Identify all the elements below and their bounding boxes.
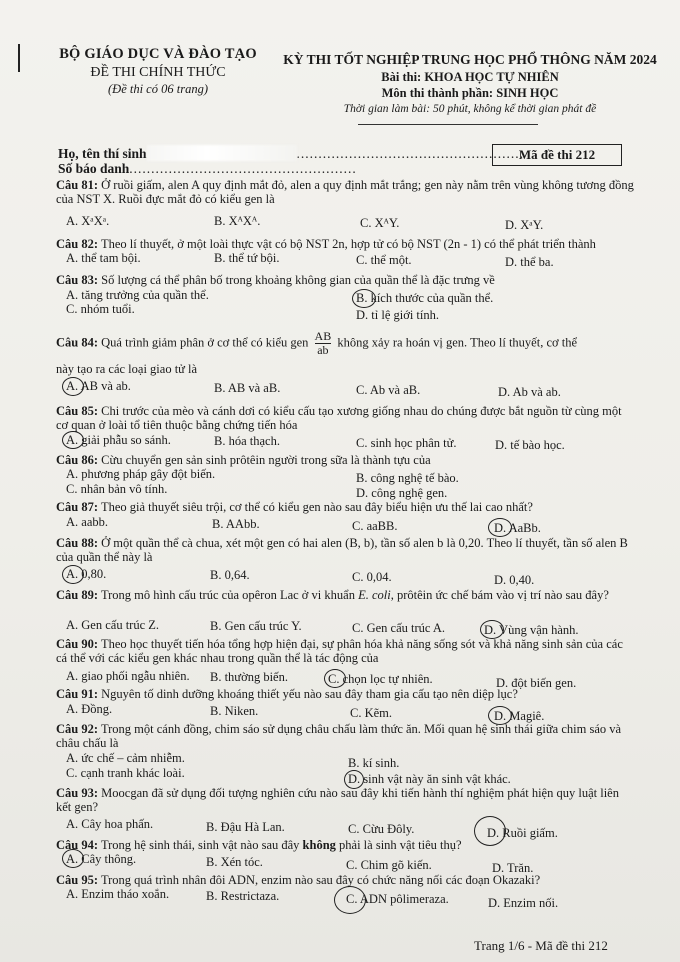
- question-83: Câu 83: Số lượng cá thể phân bố trong khoảng không gian của quần thể là đặc trưng về: [56, 273, 495, 287]
- q86-option-d: D. công nghệ gen.: [356, 486, 448, 500]
- q82-option-a: A. thể tam bội.: [66, 251, 141, 265]
- question-87: Câu 87: Theo giả thuyết siêu trội, cơ thể có kiểu gen nào sau đây biểu hiện ưu thế lai cao nhất?: [56, 500, 533, 514]
- q95-option-c: C. ADN pôlimeraza.: [346, 892, 449, 906]
- page-footer: Trang 1/6 - Mã đề thi 212: [474, 938, 608, 953]
- q95-option-a: A. Enzim tháo xoắn.: [66, 887, 170, 901]
- q93-option-b: B. Đậu Hà Lan.: [206, 820, 285, 834]
- q85-option-d: D. tế bào học.: [495, 438, 565, 452]
- q89-option-a: A. Gen cấu trúc Z.: [66, 618, 160, 632]
- q81-option-b: B. XᴬXᴬ.: [214, 214, 261, 228]
- redacted-name: [147, 145, 297, 161]
- q86-option-c: C. nhân bản vô tính.: [66, 482, 168, 496]
- answer-circle-q85: [62, 431, 84, 449]
- ministry-name: BỘ GIÁO DỤC VÀ ĐÀO TẠO: [59, 46, 257, 62]
- q88-option-a: A. 0,80.: [66, 567, 107, 581]
- pages-note: (Đề thi có 06 trang): [108, 82, 208, 96]
- answer-circle-q87: [488, 518, 512, 537]
- genotype-fraction: $\frac{AB}{ab}$: [314, 329, 332, 357]
- time-note: Thời gian làm bài: 50 phút, không kể thời gian phát đề: [343, 103, 597, 115]
- q93-option-c: C. Cừu Đôly.: [348, 822, 415, 836]
- q93-option-a: A. Cây hoa phấn.: [66, 817, 154, 831]
- q85-option-a: A. giải phẫu so sánh.: [66, 433, 171, 447]
- question-82: Câu 82: Theo lí thuyết, ở một loài thực vật có bộ NST 2n, hợp tử có bộ NST (2n - 1) có thể phát triển thành: [56, 237, 596, 251]
- question-81: Câu 81: Ở ruồi giấm, alen A quy định mắt đỏ, alen a quy định mắt trắng; gen này nằm trên vùng không tương đồng của NST X. Ruồi đực mắt đỏ có kiểu gen là: [56, 178, 634, 206]
- name-dots: ....................................................: [296, 146, 525, 161]
- q94-option-d: D. Trăn.: [492, 861, 534, 875]
- q87-option-d: D. AaBb.: [494, 521, 541, 535]
- q82-option-d: D. thể ba.: [505, 255, 554, 269]
- q94-option-c: C. Chim gõ kiến.: [346, 858, 432, 872]
- q94-option-b: B. Xén tóc.: [206, 855, 263, 869]
- q89-option-c: C. Gen cấu trúc A.: [352, 621, 446, 635]
- name-label: Họ, tên thí sinh: [58, 146, 147, 161]
- q92-option-d: D. sinh vật này ăn sinh vật khác.: [348, 772, 511, 786]
- q95-option-b: B. Restrictaza.: [206, 889, 280, 903]
- question-92: Câu 92: Trong một cánh đồng, chim sáo sử dụng châu chấu làm thức ăn. Mối quan hệ sinh thái giữa chim sáo và châu chấu là: [56, 722, 622, 750]
- q84-option-a: A. AB và ab.: [66, 379, 131, 393]
- answer-circle-q94: [62, 849, 84, 868]
- question-93: Câu 93: Moocgan đã sử dụng đối tượng nghiên cứu nào sau đây khi tiến hành thí nghiệm phát hiện quy luật liên kết gen?: [56, 786, 619, 814]
- q83-option-d: D. tỉ lệ giới tính.: [356, 308, 439, 322]
- q90-option-d: D. đột biến gen.: [496, 676, 577, 690]
- answer-circle-q88: [62, 565, 84, 584]
- q89-option-d: D. Vùng vận hành.: [484, 623, 579, 637]
- q82-option-b: B. thể tứ bội.: [214, 251, 280, 265]
- question-85: Câu 85: Chi trước của mèo và cánh dơi có kiểu cấu tạo xương giống nhau do chúng được bắt nguồn từ cùng một cơ quan ở loài tổ tiên thuộc bằng chứng tiến hóa: [56, 404, 622, 432]
- q89-option-b: B. Gen cấu trúc Y.: [210, 619, 302, 633]
- question-95: Câu 95: Trong quá trình nhân đôi ADN, enzim nào sau đây có chức năng nối các đoạn Okazaki?: [56, 873, 541, 887]
- answer-circle-q95: [334, 886, 366, 914]
- q92-option-a: A. ức chế – cảm nhiễm.: [66, 751, 185, 765]
- q91-option-b: B. Niken.: [210, 704, 259, 718]
- q82-option-c: C. thể một.: [356, 253, 412, 267]
- header-rule: [358, 124, 538, 125]
- question-84: Câu 84: Quá trình giảm phân ở cơ thể có kiểu gen $\frac{AB}{ab}$ không xảy ra hoán vị gen. Theo lí thuyết, cơ thể: [56, 329, 577, 357]
- q88-option-d: D. 0,40.: [494, 573, 535, 587]
- header-right: [270, 52, 670, 115]
- q83-option-b: B. kích thước của quần thể.: [356, 291, 494, 305]
- q88-option-c: C. 0,04.: [352, 570, 392, 584]
- q83-option-a: A. tăng trưởng của quần thể.: [66, 288, 209, 302]
- exam-code-box: Mã đề thi 212: [492, 144, 622, 166]
- question-91: Câu 91: Nguyên tố dinh dưỡng khoáng thiết yếu nào sau đây tham gia cấu tạo nên diệp lục?: [56, 687, 518, 701]
- subject: Bài thi: KHOA HỌC TỰ NHIÊN: [381, 70, 559, 84]
- candidate-info: [58, 145, 524, 176]
- question-86: Câu 86: Cừu chuyển gen sản sinh prôtêin người trong sữa là thành tựu của: [56, 453, 431, 467]
- answer-circle-q84: [62, 377, 84, 396]
- q95-option-d: D. Enzim nối.: [488, 896, 559, 910]
- q91-option-a: A. Đồng.: [66, 702, 113, 716]
- q86-option-a: A. phương pháp gây đột biến.: [66, 467, 216, 481]
- q90-option-b: B. thường biến.: [210, 670, 288, 684]
- q91-option-c: C. Kẽm.: [350, 706, 393, 720]
- q92-option-c: C. cạnh tranh khác loài.: [66, 766, 185, 780]
- q83-option-c: C. nhóm tuổi.: [66, 302, 135, 316]
- header-left: [48, 46, 268, 97]
- number-label: Số báo danh: [58, 161, 130, 176]
- q92-option-b: B. kí sinh.: [348, 756, 400, 770]
- exam-title: KỲ THI TỐT NGHIỆP TRUNG HỌC PHỔ THÔNG NĂM 2024: [283, 52, 657, 67]
- q94-option-a: A. Cây thông.: [66, 852, 137, 866]
- q87-option-c: C. aaBB.: [352, 519, 398, 533]
- official-label: ĐỀ THI CHÍNH THỨC: [90, 65, 226, 80]
- q85-option-b: B. hóa thạch.: [214, 434, 280, 448]
- q85-option-c: C. sinh học phân tử.: [356, 436, 457, 450]
- q81-option-d: D. XᵃY.: [505, 218, 544, 232]
- component: Môn thi thành phần: SINH HỌC: [381, 86, 559, 100]
- q87-option-b: B. AAbb.: [212, 517, 260, 531]
- q93-option-d: D. Ruồi giấm.: [487, 826, 558, 840]
- q90-option-c: C. chọn lọc tự nhiên.: [328, 672, 433, 686]
- q84-option-d: D. Ab và ab.: [498, 385, 561, 399]
- question-90: Câu 90: Theo học thuyết tiến hóa tổng hợp hiện đại, sự phân hóa khả năng sống sót và khả năng sinh sản của các cá thể với các kiểu gen khác nhau trong quần thể là tác động của: [56, 637, 623, 665]
- q88-option-b: B. 0,64.: [210, 568, 250, 582]
- answer-circle-q90: [324, 669, 346, 688]
- answer-circle-q83: [352, 289, 376, 308]
- q81-option-a: A. XᵃXᵃ.: [66, 214, 110, 228]
- question-94: Câu 94: Trong hệ sinh thái, sinh vật nào sau đây không phải là sinh vật tiêu thụ?: [56, 838, 462, 852]
- q86-option-b: B. công nghệ tế bào.: [356, 471, 459, 485]
- q81-option-c: C. XᴬY.: [360, 216, 400, 230]
- binder-mark: [18, 44, 20, 72]
- question-89: Câu 89: Trong mô hình cấu trúc của opêron Lac ở vi khuẩn E. coli, prôtêin ức chế bám vào vị trí nào sau đây?: [56, 588, 609, 602]
- q87-option-a: A. aabb.: [66, 515, 108, 529]
- question-84-line2: này tạo ra các loại giao tử là: [56, 362, 198, 376]
- q91-option-d: D. Magiê.: [494, 709, 545, 723]
- question-88: Câu 88: Ở một quần thể cà chua, xét một gen có hai alen (B, b), tần số alen b là 0,20. Theo lí thuyết, tần số alen B của quần thể này là: [56, 536, 628, 564]
- q84-option-b: B. AB và aB.: [214, 381, 281, 395]
- number-dots: ....................................................: [129, 161, 357, 176]
- q84-option-c: C. Ab và aB.: [356, 383, 421, 397]
- q90-option-a: A. giao phối ngẫu nhiên.: [66, 669, 190, 683]
